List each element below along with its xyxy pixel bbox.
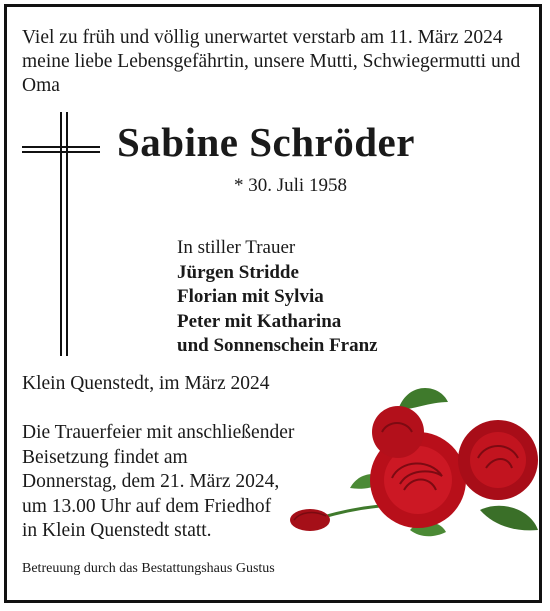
mourners-block	[177, 236, 378, 359]
intro-line: meine liebe Lebensgefährtin, unsere Mutti, Schwiegermutti und	[22, 51, 521, 72]
intro-line: Oma	[22, 75, 60, 96]
funeral-line: in Klein Quenstedt statt.	[22, 520, 212, 541]
funeral-line: Beisetzung findet am	[22, 446, 188, 468]
roses-icon	[280, 380, 542, 550]
birth-date: * 30. Juli 1958	[234, 175, 347, 196]
funeral-line: um 13.00 Uhr auf dem Friedhof	[22, 495, 272, 517]
mourner-name: und Sonnenschein Franz	[177, 335, 378, 356]
intro-line: Viel zu früh und völlig unerwartet verstarb am 11. März 2024	[22, 27, 503, 48]
mourner-name: Florian mit Sylvia	[177, 286, 324, 307]
mourner-name: Peter mit Katharina	[177, 310, 342, 332]
funeral-line: Donnerstag, dem 21. März 2024,	[22, 471, 280, 492]
intro-text	[22, 26, 532, 98]
cross-icon	[22, 112, 100, 356]
footer-credit: Betreuung durch das Bestattungshaus Gustus	[22, 561, 275, 576]
deceased-name: Sabine Schröder	[117, 119, 415, 165]
mourning-label: In stiller Trauer	[177, 237, 296, 258]
mourner-name: Jürgen Stridde	[177, 261, 299, 283]
funeral-line: Die Trauerfeier mit anschließender	[22, 422, 295, 443]
place-date: Klein Quenstedt, im März 2024	[22, 373, 270, 394]
